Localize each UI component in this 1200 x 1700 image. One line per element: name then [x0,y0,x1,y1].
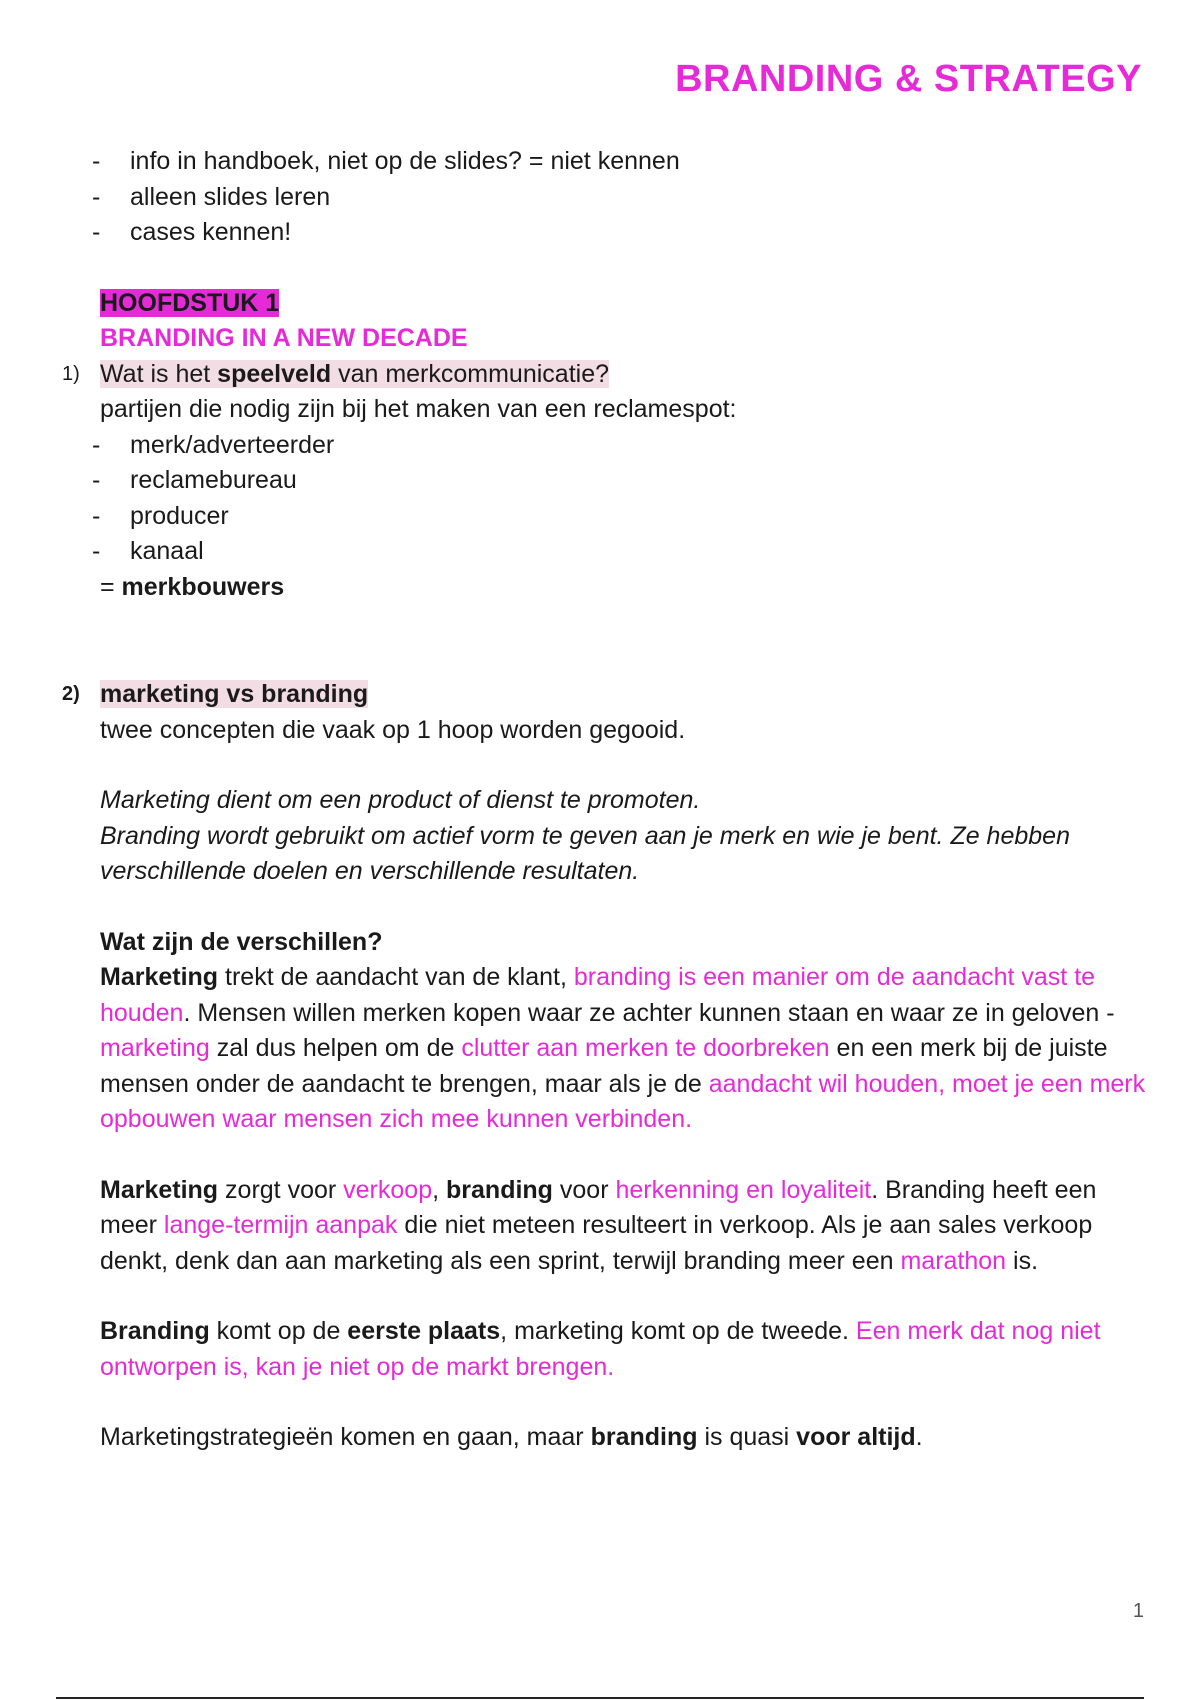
list-item-text: alleen slides leren [130,182,331,211]
document-body [62,144,1152,1456]
list-item-text: reclamebureau [130,466,297,494]
chapter-label-line [62,286,1152,322]
list-item [62,428,1152,464]
question-1-intro: partijen die nodig zijn bij het maken van een reclamespot: [100,395,737,423]
dash-bullet: - [92,430,101,459]
list-item-text: kanaal [130,537,204,565]
definition-branding: Branding wordt gebruikt om actief vorm te geven aan je merk en wie je bent. Ze hebben verschillende doelen en verschillende resultaten. [100,821,1070,885]
spacer [62,1279,1152,1314]
definition-marketing: Marketing dient om een product of dienst te promoten. [100,786,701,814]
page-number: 1 [1132,1600,1144,1622]
list-item-text: info in handboek, niet op de slides? = niet kennen [130,147,680,175]
question-1 [62,357,1152,393]
dash-bullet: - [92,147,101,175]
spacer [62,890,1152,925]
question-2 [62,677,1152,713]
paragraph: Marketing zorgt voor verkoop, branding voor herkenning en loyaliteit. Branding heeft een meer lange-termijn aanpak die niet meteen resulteert in verkoop. Als je aan sales verkoop denkt, denk dan aan marketing als een sprint, terwijl branding meer een marathon is. [100,1175,1097,1275]
document-title: BRANDING & STRATEGY [675,58,1142,100]
question-number: 2) [62,683,80,705]
footer-divider [56,1697,1144,1699]
spacer [62,1138,1152,1173]
dash-bullet: - [92,466,101,494]
spacer [62,1385,1152,1420]
chapter-label: HOOFDSTUK 1 [100,288,280,317]
list-item-text: merk/adverteerder [130,430,335,459]
spacer [62,748,1152,783]
question-2-intro: twee concepten die vaak op 1 hoop worden gegooid. [100,715,686,744]
dash-bullet: - [92,182,101,211]
list-item [62,463,1152,499]
list-item [62,499,1152,535]
paragraph: Branding komt op de eerste plaats, marketing komt op de tweede. Een merk dat nog niet ontworpen is, kan je niet op de markt brengen. [100,1317,1101,1381]
dash-bullet: - [92,501,101,530]
question-number: 1) [62,362,80,385]
dash-bullet: - [92,537,101,565]
list-item-text: cases kennen! [130,218,292,246]
list-item-text: producer [130,501,229,530]
list-item [62,534,1152,570]
list-item [62,215,1152,251]
paragraph: Marketingstrategieën komen en gaan, maar branding is quasi voor altijd. [100,1423,923,1451]
list-item [62,144,1152,180]
list-item [62,180,1152,216]
question-heading: marketing vs branding [100,680,369,708]
dash-bullet: - [92,218,101,246]
question-heading: Wat is het speelveld van merkcommunicatie? [100,359,610,388]
spacer [62,251,1152,286]
paragraph: Marketing trekt de aandacht van de klant, branding is een manier om de aandacht vast te houden. Mensen willen merken kopen waar ze achter kunnen staan en waar ze in geloven - marketing zal dus helpen om de clutter aan merken te doorbreken en een merk bij de juiste mensen onder de aandacht te brengen, maar als je de aandacht wil houden, moet je een merk opbouwen waar mensen zich mee kunnen verbinden. [100,963,1146,1133]
chapter-title: BRANDING IN A NEW DECADE [100,324,468,352]
spacer [62,605,1152,677]
question-1-result: = merkbouwers [100,572,285,601]
differences-heading: Wat zijn de verschillen? [100,927,383,956]
